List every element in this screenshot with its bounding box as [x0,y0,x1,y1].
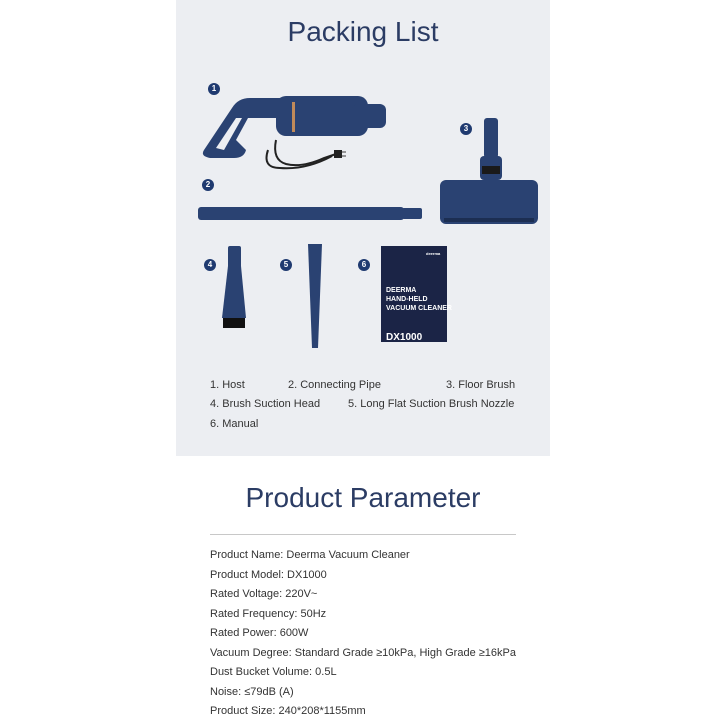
param-vacuum-degree: Vacuum Degree: Standard Grade ≥10kPa, High Grade ≥16kPa [210,647,516,659]
manual-line1: DEERMA [386,287,417,294]
packing-list-title: Packing List [287,16,439,47]
label-manual: 6. Manual [210,418,259,430]
brush-suction-head-image [222,246,246,328]
param-noise: Noise: ≤79dB (A) [210,686,294,698]
marker-3: 3 [460,123,472,135]
param-product-size: Product Size: 240*208*1155mm [210,705,366,717]
label-brush-suction-head: 4. Brush Suction Head [210,398,321,410]
marker-2: 2 [202,179,214,191]
flat-nozzle-image [308,244,322,348]
manual-image [381,246,452,343]
label-flat-nozzle: 5. Long Flat Suction Brush Nozzle [348,398,515,410]
divider [210,534,516,535]
product-illustrations [176,0,550,360]
param-rated-frequency: Rated Frequency: 50Hz [210,608,327,620]
host-vacuum-image [203,96,386,168]
label-connecting-pipe: 2. Connecting Pipe [288,379,381,391]
manual-line3: VACUUM CLEANER [386,305,452,312]
manual-model: DX1000 [386,332,423,343]
label-floor-brush: 3. Floor Brush [446,379,516,391]
label-host: 1. Host [210,379,245,391]
param-rated-power: Rated Power: 600W [210,627,309,639]
product-parameter-title: Product Parameter [245,482,481,513]
param-dust-bucket-volume: Dust Bucket Volume: 0.5L [210,666,337,678]
marker-5: 5 [280,259,292,271]
packing-list-panel [176,0,550,456]
manual-line2: HAND-HELD [386,296,428,303]
floor-brush-image [440,118,538,224]
manual-brand: deerma [426,251,441,256]
param-product-name: Product Name: Deerma Vacuum Cleaner [210,549,410,561]
marker-6: 6 [358,259,370,271]
marker-4: 4 [204,259,216,271]
param-rated-voltage: Rated Voltage: 220V~ [210,588,318,600]
marker-1: 1 [208,83,220,95]
param-product-model: Product Model: DX1000 [210,569,327,581]
connecting-pipe-image [198,207,422,220]
